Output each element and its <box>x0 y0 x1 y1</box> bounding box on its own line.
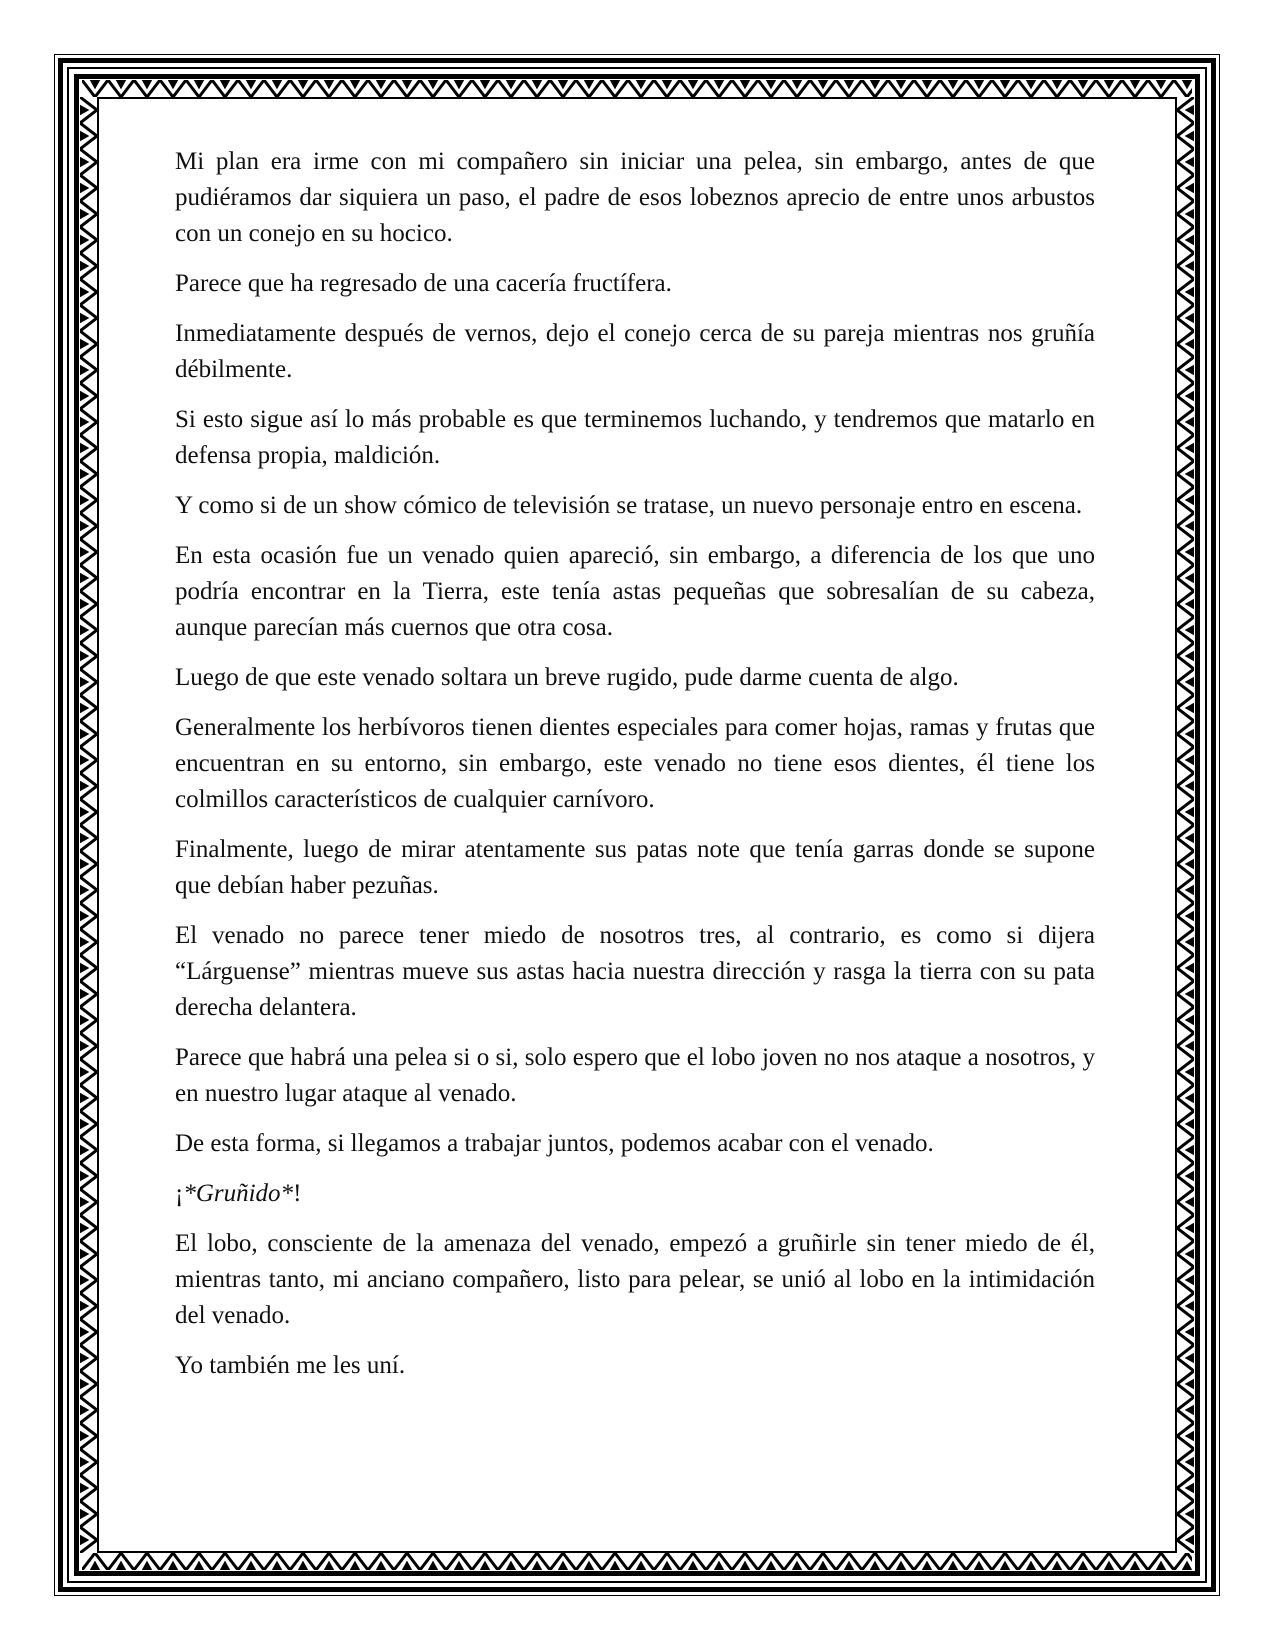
paragraph: Y como si de un show cómico de televisión se tratase, un nuevo personaje entro en escena. <box>175 492 1083 519</box>
zigzag-triangle <box>1185 1015 1194 1025</box>
zigzag-triangle <box>80 859 89 869</box>
zigzag-triangle <box>1185 1041 1194 1051</box>
zigzag-triangle <box>688 1561 698 1570</box>
zigzag-triangle <box>818 1561 828 1570</box>
zigzag-triangle <box>1104 1561 1114 1570</box>
zigzag-triangle <box>90 80 100 89</box>
zigzag-triangle <box>974 1561 984 1570</box>
zigzag-triangle <box>80 625 89 635</box>
zigzag-triangle <box>90 1561 100 1570</box>
zigzag-triangle <box>1185 807 1194 817</box>
zigzag-triangle <box>80 209 89 219</box>
zigzag-triangle <box>402 80 412 89</box>
zigzag-triangle <box>1185 339 1194 349</box>
zigzag-triangle <box>1185 781 1194 791</box>
zigzag-triangle <box>636 1561 646 1570</box>
zigzag-triangle <box>1000 1561 1010 1570</box>
growl-line <box>175 1176 1095 1212</box>
zigzag-triangle <box>584 80 594 89</box>
zigzag-triangle <box>80 1119 89 1129</box>
paragraph: Si esto sigue así lo más probable es que terminemos luchando, y tendremos que matarlo en defensa propia, maldición. <box>175 406 1095 469</box>
zigzag-triangle <box>1185 1301 1194 1311</box>
zigzag-triangle <box>80 1431 89 1441</box>
zigzag-triangle <box>662 1561 672 1570</box>
zigzag-triangle <box>80 703 89 713</box>
zigzag-triangle <box>922 80 932 89</box>
zigzag-triangle <box>1185 1457 1194 1467</box>
zigzag-triangle <box>688 80 698 89</box>
zigzag-triangle <box>324 1561 334 1570</box>
zigzag-triangle <box>1185 521 1194 531</box>
zigzag-triangle <box>1185 1067 1194 1077</box>
document-body <box>175 144 1095 1398</box>
zigzag-triangle <box>1185 1223 1194 1233</box>
zigzag-triangle <box>1185 1197 1194 1207</box>
zigzag-triangle <box>1185 833 1194 843</box>
zigzag-triangle <box>1052 80 1062 89</box>
zigzag-triangle <box>80 157 89 167</box>
zigzag-triangle <box>454 80 464 89</box>
zigzag-triangle <box>766 1561 776 1570</box>
zigzag-triangle <box>1185 1483 1194 1493</box>
zigzag-triangle <box>1000 80 1010 89</box>
zigzag-triangle <box>844 1561 854 1570</box>
zigzag-triangle <box>1185 1119 1194 1129</box>
zigzag-triangle <box>1185 209 1194 219</box>
zigzag-triangle <box>714 80 724 89</box>
zigzag-triangle <box>80 1301 89 1311</box>
zigzag-triangle <box>1185 131 1194 141</box>
zigzag-triangle <box>714 1561 724 1570</box>
zigzag-triangle <box>948 80 958 89</box>
zigzag-triangle <box>80 781 89 791</box>
zigzag-triangle <box>1156 1561 1166 1570</box>
paragraph: El venado no parece tener miedo de nosotros tres, al contrario, es como si dijera “Lárguense” mientras mueve sus astas hacia nuestra dirección y rasga la tierra con su pata derecha delantera. <box>175 922 1095 1021</box>
zigzag-triangle <box>116 80 126 89</box>
zigzag-triangle <box>1185 105 1194 115</box>
zigzag-triangle <box>80 807 89 817</box>
zigzag-triangle <box>1185 885 1194 895</box>
paragraph: Finalmente, luego de mirar atentamente sus patas note que tenía garras donde se supone que debían haber pezuñas. <box>175 836 1095 899</box>
zigzag-triangle <box>428 1561 438 1570</box>
zigzag-triangle <box>80 417 89 427</box>
zigzag-triangle <box>1185 287 1194 297</box>
zigzag-triangle <box>80 989 89 999</box>
zigzag-triangle <box>80 495 89 505</box>
paragraph: Parece que habrá una pelea si o si, solo espero que el lobo joven no nos ataque a nosotros, y en nuestro lugar ataque al venado. <box>175 1044 1095 1107</box>
zigzag-triangle <box>506 1561 516 1570</box>
zigzag-triangle <box>1104 80 1114 89</box>
zigzag-triangle <box>1185 183 1194 193</box>
zigzag-triangle <box>350 1561 360 1570</box>
zigzag-triangle <box>584 1561 594 1570</box>
border-pattern-left <box>80 97 97 1553</box>
zigzag-triangle <box>1185 313 1194 323</box>
zigzag-triangle <box>454 1561 464 1570</box>
zigzag-triangle <box>80 1067 89 1077</box>
zigzag-triangle <box>1185 1379 1194 1389</box>
zigzag-triangle <box>80 599 89 609</box>
zigzag-triangle <box>1185 1431 1194 1441</box>
zigzag-triangle <box>1185 573 1194 583</box>
zigzag-triangle <box>1185 1327 1194 1337</box>
paragraph: De esta forma, si llegamos a trabajar juntos, podemos acabar con el venado. <box>175 1130 934 1157</box>
zigzag-triangle <box>80 1275 89 1285</box>
zigzag-triangle <box>792 80 802 89</box>
zigzag-triangle <box>298 1561 308 1570</box>
zigzag-triangle <box>194 1561 204 1570</box>
zigzag-triangle <box>1185 703 1194 713</box>
zigzag-triangle <box>1078 1561 1088 1570</box>
zigzag-triangle <box>428 80 438 89</box>
zigzag-triangle <box>350 80 360 89</box>
zigzag-triangle <box>610 1561 620 1570</box>
zigzag-triangle <box>80 261 89 271</box>
growl-word: *Gruñido* <box>183 1180 294 1207</box>
zigzag-triangle <box>1185 547 1194 557</box>
zigzag-triangle <box>80 131 89 141</box>
zigzag-triangle <box>220 80 230 89</box>
zigzag-triangle <box>80 911 89 921</box>
zigzag-triangle <box>896 80 906 89</box>
zigzag-triangle <box>870 80 880 89</box>
border-pattern-bottom <box>82 1553 1192 1570</box>
zigzag-triangle <box>80 365 89 375</box>
zigzag-triangle <box>80 1457 89 1467</box>
zigzag-triangle <box>80 1483 89 1493</box>
zigzag-triangle <box>376 80 386 89</box>
zigzag-triangle <box>80 287 89 297</box>
zigzag-triangle <box>80 885 89 895</box>
zigzag-triangle <box>80 1535 89 1545</box>
zigzag-triangle <box>870 1561 880 1570</box>
zigzag-triangle <box>740 1561 750 1570</box>
zigzag-triangle <box>80 651 89 661</box>
zigzag-triangle <box>402 1561 412 1570</box>
paragraph: Yo también me les uní. <box>175 1352 406 1379</box>
zigzag-triangle <box>1185 443 1194 453</box>
zigzag-triangle <box>80 1405 89 1415</box>
zigzag-triangle <box>480 80 490 89</box>
zigzag-triangle <box>80 1093 89 1103</box>
zigzag-triangle <box>80 391 89 401</box>
zigzag-triangle <box>1185 1093 1194 1103</box>
zigzag-triangle <box>532 1561 542 1570</box>
zigzag-triangle <box>80 1041 89 1051</box>
zigzag-triangle <box>844 80 854 89</box>
zigzag-triangle <box>1026 80 1036 89</box>
zigzag-triangle <box>272 1561 282 1570</box>
zigzag-triangle <box>506 80 516 89</box>
zigzag-triangle <box>1185 157 1194 167</box>
zigzag-triangle <box>1185 235 1194 245</box>
zigzag-triangle <box>80 1353 89 1363</box>
zigzag-triangle <box>818 80 828 89</box>
zigzag-triangle <box>1185 859 1194 869</box>
zigzag-triangle <box>80 755 89 765</box>
zigzag-triangle <box>1185 937 1194 947</box>
zigzag-triangle <box>80 963 89 973</box>
zigzag-triangle <box>80 1197 89 1207</box>
zigzag-triangle <box>80 1249 89 1259</box>
zigzag-triangle <box>80 1327 89 1337</box>
zigzag-triangle <box>246 80 256 89</box>
zigzag-triangle <box>194 80 204 89</box>
zigzag-triangle <box>740 80 750 89</box>
growl-close: ! <box>293 1180 302 1207</box>
zigzag-triangle <box>922 1561 932 1570</box>
paragraph: Inmediatamente después de vernos, dejo el conejo cerca de su pareja mientras nos gruñía débilmente. <box>175 320 1095 383</box>
zigzag-triangle <box>1185 495 1194 505</box>
zigzag-triangle <box>80 469 89 479</box>
zigzag-triangle <box>80 521 89 531</box>
zigzag-triangle <box>1185 417 1194 427</box>
zigzag-triangle <box>376 1561 386 1570</box>
zigzag-triangle <box>1185 1249 1194 1259</box>
zigzag-triangle <box>948 1561 958 1570</box>
zigzag-triangle <box>116 1561 126 1570</box>
zigzag-triangle <box>1185 1405 1194 1415</box>
zigzag-triangle <box>1052 1561 1062 1570</box>
zigzag-triangle <box>1156 80 1166 89</box>
border-pattern-top <box>82 80 1192 97</box>
zigzag-triangle <box>80 547 89 557</box>
zigzag-triangle <box>1185 963 1194 973</box>
zigzag-triangle <box>558 1561 568 1570</box>
zigzag-triangle <box>1185 755 1194 765</box>
zigzag-triangle <box>80 1509 89 1519</box>
paragraph: En esta ocasión fue un venado quien apareció, sin embargo, a diferencia de los que uno podría encontrar en la Tierra, este tenía astas pequeñas que sobresalían de su cabeza, aunque parecían más cuernos que otra cosa. <box>175 542 1095 641</box>
zigzag-triangle <box>1185 729 1194 739</box>
zigzag-triangle <box>974 80 984 89</box>
zigzag-triangle <box>220 1561 230 1570</box>
zigzag-triangle <box>662 80 672 89</box>
zigzag-triangle <box>80 313 89 323</box>
zigzag-triangle <box>80 443 89 453</box>
zigzag-triangle <box>142 1561 152 1570</box>
zigzag-triangle <box>246 1561 256 1570</box>
paragraph: Parece que ha regresado de una cacería fructífera. <box>175 270 672 297</box>
zigzag-triangle <box>1185 1353 1194 1363</box>
border-pattern-right <box>1177 97 1194 1553</box>
zigzag-triangle <box>168 80 178 89</box>
zigzag-triangle <box>80 339 89 349</box>
zigzag-triangle <box>1185 1509 1194 1519</box>
zigzag-triangle <box>1185 391 1194 401</box>
paragraph: Generalmente los herbívoros tienen dientes especiales para comer hojas, ramas y frutas que encuentran en su entorno, sin embargo, este venado no tiene esos dientes, él tiene los colmillos característicos de cualquier carnívoro. <box>175 714 1095 813</box>
zigzag-triangle <box>168 1561 178 1570</box>
zigzag-triangle <box>766 80 776 89</box>
paragraph: Luego de que este venado soltara un breve rugido, pude darme cuenta de algo. <box>175 664 959 691</box>
zigzag-triangle <box>80 183 89 193</box>
zigzag-triangle <box>80 1015 89 1025</box>
zigzag-triangle <box>1130 80 1140 89</box>
zigzag-triangle <box>1185 469 1194 479</box>
zigzag-triangle <box>792 1561 802 1570</box>
zigzag-triangle <box>1185 911 1194 921</box>
zigzag-triangle <box>80 1171 89 1181</box>
zigzag-triangle <box>80 1145 89 1155</box>
zigzag-triangle <box>1185 261 1194 271</box>
zigzag-triangle <box>80 1379 89 1389</box>
paragraph: El lobo, consciente de la amenaza del venado, empezó a gruñirle sin tener miedo de él, mientras tanto, mi anciano compañero, listo para pelear, se unió al lobo en la intimidación del venado. <box>175 1230 1095 1329</box>
zigzag-triangle <box>1185 1171 1194 1181</box>
zigzag-triangle <box>1185 1535 1194 1545</box>
zigzag-triangle <box>1185 599 1194 609</box>
zigzag-triangle <box>1130 1561 1140 1570</box>
growl-open: ¡ <box>175 1180 184 1207</box>
zigzag-triangle <box>1182 80 1192 89</box>
zigzag-triangle <box>1185 1275 1194 1285</box>
zigzag-triangle <box>80 677 89 687</box>
zigzag-triangle <box>272 80 282 89</box>
zigzag-triangle <box>1026 1561 1036 1570</box>
zigzag-triangle <box>1185 365 1194 375</box>
zigzag-triangle <box>80 729 89 739</box>
zigzag-triangle <box>80 105 89 115</box>
zigzag-triangle <box>610 80 620 89</box>
zigzag-triangle <box>1185 625 1194 635</box>
zigzag-triangle <box>142 80 152 89</box>
zigzag-triangle <box>80 1223 89 1233</box>
zigzag-triangle <box>1078 80 1088 89</box>
zigzag-triangle <box>298 80 308 89</box>
zigzag-triangle <box>636 80 646 89</box>
zigzag-triangle <box>80 833 89 843</box>
paragraph: Mi plan era irme con mi compañero sin iniciar una pelea, sin embargo, antes de que pudiéramos dar siquiera un paso, el padre de esos lobeznos aprecio de entre unos arbustos con un conejo en su hocico. <box>175 148 1095 247</box>
zigzag-triangle <box>1182 1561 1192 1570</box>
zigzag-triangle <box>558 80 568 89</box>
zigzag-triangle <box>1185 1145 1194 1155</box>
zigzag-triangle <box>1185 651 1194 661</box>
zigzag-triangle <box>80 235 89 245</box>
zigzag-triangle <box>896 1561 906 1570</box>
zigzag-triangle <box>1185 989 1194 999</box>
zigzag-triangle <box>1185 677 1194 687</box>
zigzag-triangle <box>480 1561 490 1570</box>
zigzag-triangle <box>80 573 89 583</box>
zigzag-triangle <box>80 937 89 947</box>
zigzag-triangle <box>324 80 334 89</box>
zigzag-triangle <box>532 80 542 89</box>
